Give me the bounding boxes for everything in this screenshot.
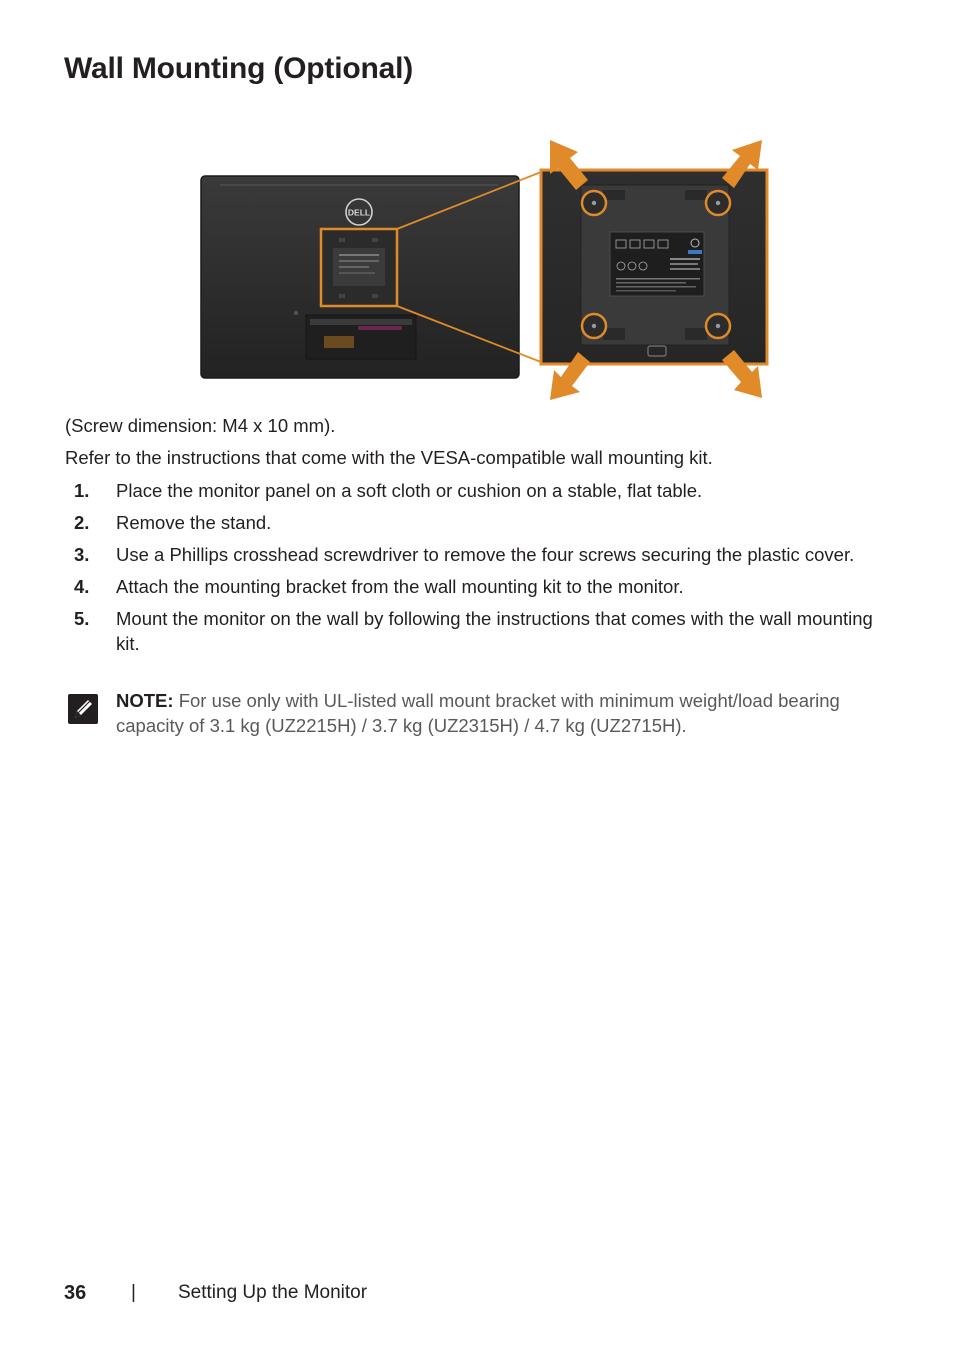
note-text xyxy=(116,688,894,738)
page-title: Wall Mounting (Optional) xyxy=(64,52,414,85)
note-block xyxy=(64,688,894,738)
step-number: 5. xyxy=(74,608,90,629)
intro-text: Refer to the instructions that come with the VESA-compatible wall mounting kit. xyxy=(65,447,713,468)
vesa-zoom-panel xyxy=(541,170,767,364)
step-text: Mount the monitor on the wall by following the instructions that comes with the wall mounting kit. xyxy=(116,608,873,654)
step-3 xyxy=(64,542,894,567)
monitor-back xyxy=(201,172,541,378)
step-number: 3. xyxy=(74,544,90,565)
step-2 xyxy=(64,510,894,535)
step-text: Place the monitor panel on a soft cloth or cushion on a stable, flat table. xyxy=(116,480,703,501)
step-number: 4. xyxy=(74,576,90,597)
note-label: NOTE: xyxy=(116,690,174,711)
step-number: 1. xyxy=(74,480,90,501)
monitor-back-illustration xyxy=(198,140,774,402)
note-body: For use only with UL-listed wall mount bracket with minimum weight/load bearing capacity of 3.1 kg (UZ2215H) / 3.7 kg (UZ2315H) / 4.7 kg (UZ2715H). xyxy=(116,690,840,736)
screw-dimension-text: (Screw dimension: M4 x 10 mm). xyxy=(65,415,336,436)
mounting-steps xyxy=(64,478,894,663)
footer-separator: | xyxy=(131,1282,136,1303)
step-1 xyxy=(64,478,894,503)
step-4 xyxy=(64,574,894,599)
step-text: Use a Phillips crosshead screwdriver to remove the four screws securing the plastic cover. xyxy=(116,544,855,565)
wall-mount-diagram xyxy=(198,140,774,402)
pencil-note-icon xyxy=(68,694,98,724)
step-5 xyxy=(64,606,894,656)
step-text: Remove the stand. xyxy=(116,512,272,533)
page-footer xyxy=(64,1280,368,1307)
page-number: 36 xyxy=(64,1282,87,1304)
svg-text:DELL: DELL xyxy=(347,207,371,218)
step-number: 2. xyxy=(74,512,90,533)
footer-section-title: Setting Up the Monitor xyxy=(178,1282,368,1303)
step-text: Attach the mounting bracket from the wall mounting kit to the monitor. xyxy=(116,576,684,597)
